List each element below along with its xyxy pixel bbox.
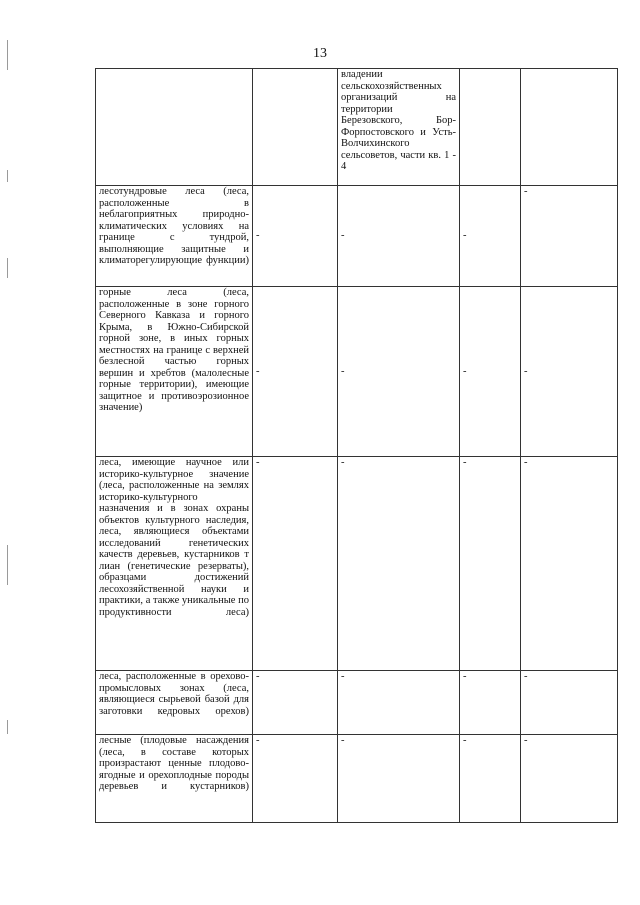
dash-value: - [256,671,260,682]
forest-category-text: лесные (плодовые насаждения (леса, в составе которых произрастают ценные плодово-ягодные и орехоплодные породы деревьев и кустарников) [99,735,249,792]
table-row-continuation [96,69,618,186]
forest-category-cell [96,287,253,457]
location-description-text: владении сельскохозяйственных организаций на территории Березовского, Бор-Форпостовского и Усть-Волчихинского сельсоветов, части кв. 1 - 4 [341,69,456,172]
value-cell [338,735,460,823]
forest-category-cell [96,735,253,823]
dash-value: - [341,735,345,746]
forest-category-text: леса, имеющие научное или историко-культурное значение (леса, расположенные на землях историко-культурного назначения и в зонах охраны объектов культурного наследия, леса, являющиеся объектами исследований генетических качеств деревьев, кустарников т лиан (генетические резерваты), образцами достижений лесохозяйственной науки и практики, а также уникальные по продуктивности леса) [99,457,249,618]
value-cell [460,671,521,735]
dash-value: - [256,457,260,468]
forest-category-table [95,68,618,823]
value-cell [253,671,338,735]
forest-category-text: лесотундровые леса (леса, расположенные в неблагоприятных природно-климатических условиях на границе с тундрой, выполняющие защитные и климаторегулирующие функции) [99,186,249,266]
dash-value: - [524,186,528,197]
forest-category-text: горные леса (леса, расположенные в зоне горного Северного Кавказа и горного Крыма, в Южно-Сибирской горной зоне, в иных горных местностях на границе с верхней безлесной частью горных вершин и хребтов (малолесные горные территории), имеющие защитное и противоэрозионное значение) [99,287,249,413]
table-row [96,186,618,287]
dash-value: - [341,457,345,468]
value-cell [338,671,460,735]
cell-empty [521,69,618,186]
table-row [96,735,618,823]
value-cell [521,287,618,457]
forest-category-cell [96,671,253,735]
forest-category-cell [96,186,253,287]
cell-empty [253,69,338,186]
value-cell [460,287,521,457]
dash-value: - [524,735,528,746]
dash-value: - [256,230,260,242]
value-cell [253,186,338,287]
table-row [96,287,618,457]
value-cell [460,186,521,287]
value-cell [338,457,460,671]
value-cell [521,671,618,735]
table-row [96,457,618,671]
table-row [96,671,618,735]
dash-value: - [463,365,467,377]
cell-empty [460,69,521,186]
value-cell [253,287,338,457]
forest-category-text: леса, расположенные в орехово-промысловых зонах (леса, являющиеся сырьевой базой для заготовки кедровых орехов) [99,671,249,717]
value-cell [521,186,618,287]
dash-value: - [341,230,345,242]
location-description-cell [338,69,460,186]
dash-value: - [463,735,467,746]
page-number: 13 [313,46,327,61]
value-cell [253,457,338,671]
dash-value: - [463,671,467,682]
dash-value: - [256,365,260,377]
dash-value: - [463,457,467,468]
value-cell [521,457,618,671]
dash-value: - [524,365,528,377]
forest-category-cell [96,457,253,671]
value-cell [253,735,338,823]
dash-value: - [341,671,345,682]
cell-empty [96,69,253,186]
dash-value: - [463,230,467,242]
dash-value: - [341,365,345,377]
dash-value: - [524,671,528,682]
value-cell [338,186,460,287]
value-cell [521,735,618,823]
dash-value: - [524,457,528,468]
value-cell [460,457,521,671]
value-cell [460,735,521,823]
value-cell [338,287,460,457]
dash-value: - [256,735,260,746]
